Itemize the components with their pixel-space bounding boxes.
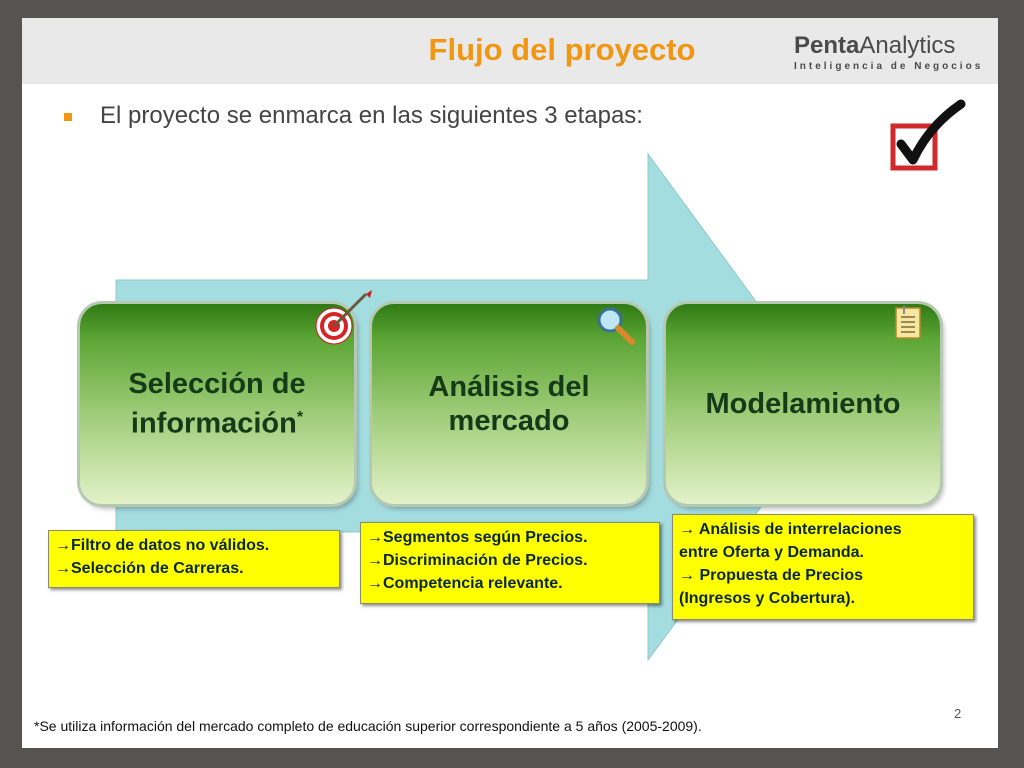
arrow-icon: → <box>55 537 71 554</box>
page-number: 2 <box>954 706 962 721</box>
arrow-icon: → <box>367 552 383 569</box>
note-line-text: Competencia relevante. <box>383 575 563 592</box>
logo-bold-text: Penta <box>794 32 860 59</box>
note-line <box>367 526 653 549</box>
note-line-text: Selección de Carreras. <box>71 560 244 577</box>
slide-title: Flujo del proyecto <box>428 32 696 67</box>
note-line <box>367 572 653 595</box>
magnifier-icon <box>594 304 638 348</box>
arrow-icon: → <box>679 567 695 584</box>
note-line <box>679 541 967 564</box>
note-line-text: Segmentos según Precios. <box>383 529 588 546</box>
arrow-icon: → <box>367 575 383 592</box>
target-dart-icon <box>312 286 382 348</box>
note-seleccion <box>48 530 340 588</box>
note-analisis <box>360 522 660 604</box>
note-line <box>367 549 653 572</box>
logo-subtitle: Inteligencia de Negocios <box>794 61 984 72</box>
note-line-text: Propuesta de Precios <box>695 567 864 584</box>
note-line-text: entre Oferta y Demanda. <box>679 544 864 561</box>
stage-label-line2: mercado <box>448 405 570 437</box>
note-line-text: Discriminación de Precios. <box>383 552 588 569</box>
arrow-icon: → <box>55 560 71 577</box>
footnote-marker: * <box>296 409 304 427</box>
slide <box>22 18 998 748</box>
logo-regular-text: Analytics <box>859 32 956 59</box>
note-line <box>679 564 967 587</box>
stage-label-line1: Análisis del <box>428 371 590 403</box>
note-line <box>55 557 333 580</box>
stage-label-line1: Selección de <box>128 368 306 401</box>
stage-label <box>428 370 589 438</box>
note-line <box>55 534 333 557</box>
document-icon <box>894 304 924 342</box>
stage-label <box>706 387 901 421</box>
note-line <box>679 587 967 610</box>
footnote: *Se utiliza información del mercado completo de educación superior correspondiente a 5 años (2005-2009). <box>34 718 702 734</box>
stage-label-line2: información <box>130 407 297 440</box>
note-line <box>679 518 967 541</box>
note-line-text: (Ingresos y Cobertura). <box>679 590 856 607</box>
stage-label <box>128 367 305 441</box>
bullet-text: El proyecto se enmarca en las siguientes 3 etapas: <box>100 102 643 129</box>
stage-label-line1: Modelamiento <box>705 388 901 420</box>
note-line-text: Filtro de datos no válidos. <box>71 537 270 554</box>
arrow-icon: → <box>679 521 695 538</box>
arrow-icon: → <box>367 529 383 546</box>
note-modelamiento <box>672 514 974 620</box>
note-line-text: Análisis de interrelaciones <box>695 521 902 538</box>
